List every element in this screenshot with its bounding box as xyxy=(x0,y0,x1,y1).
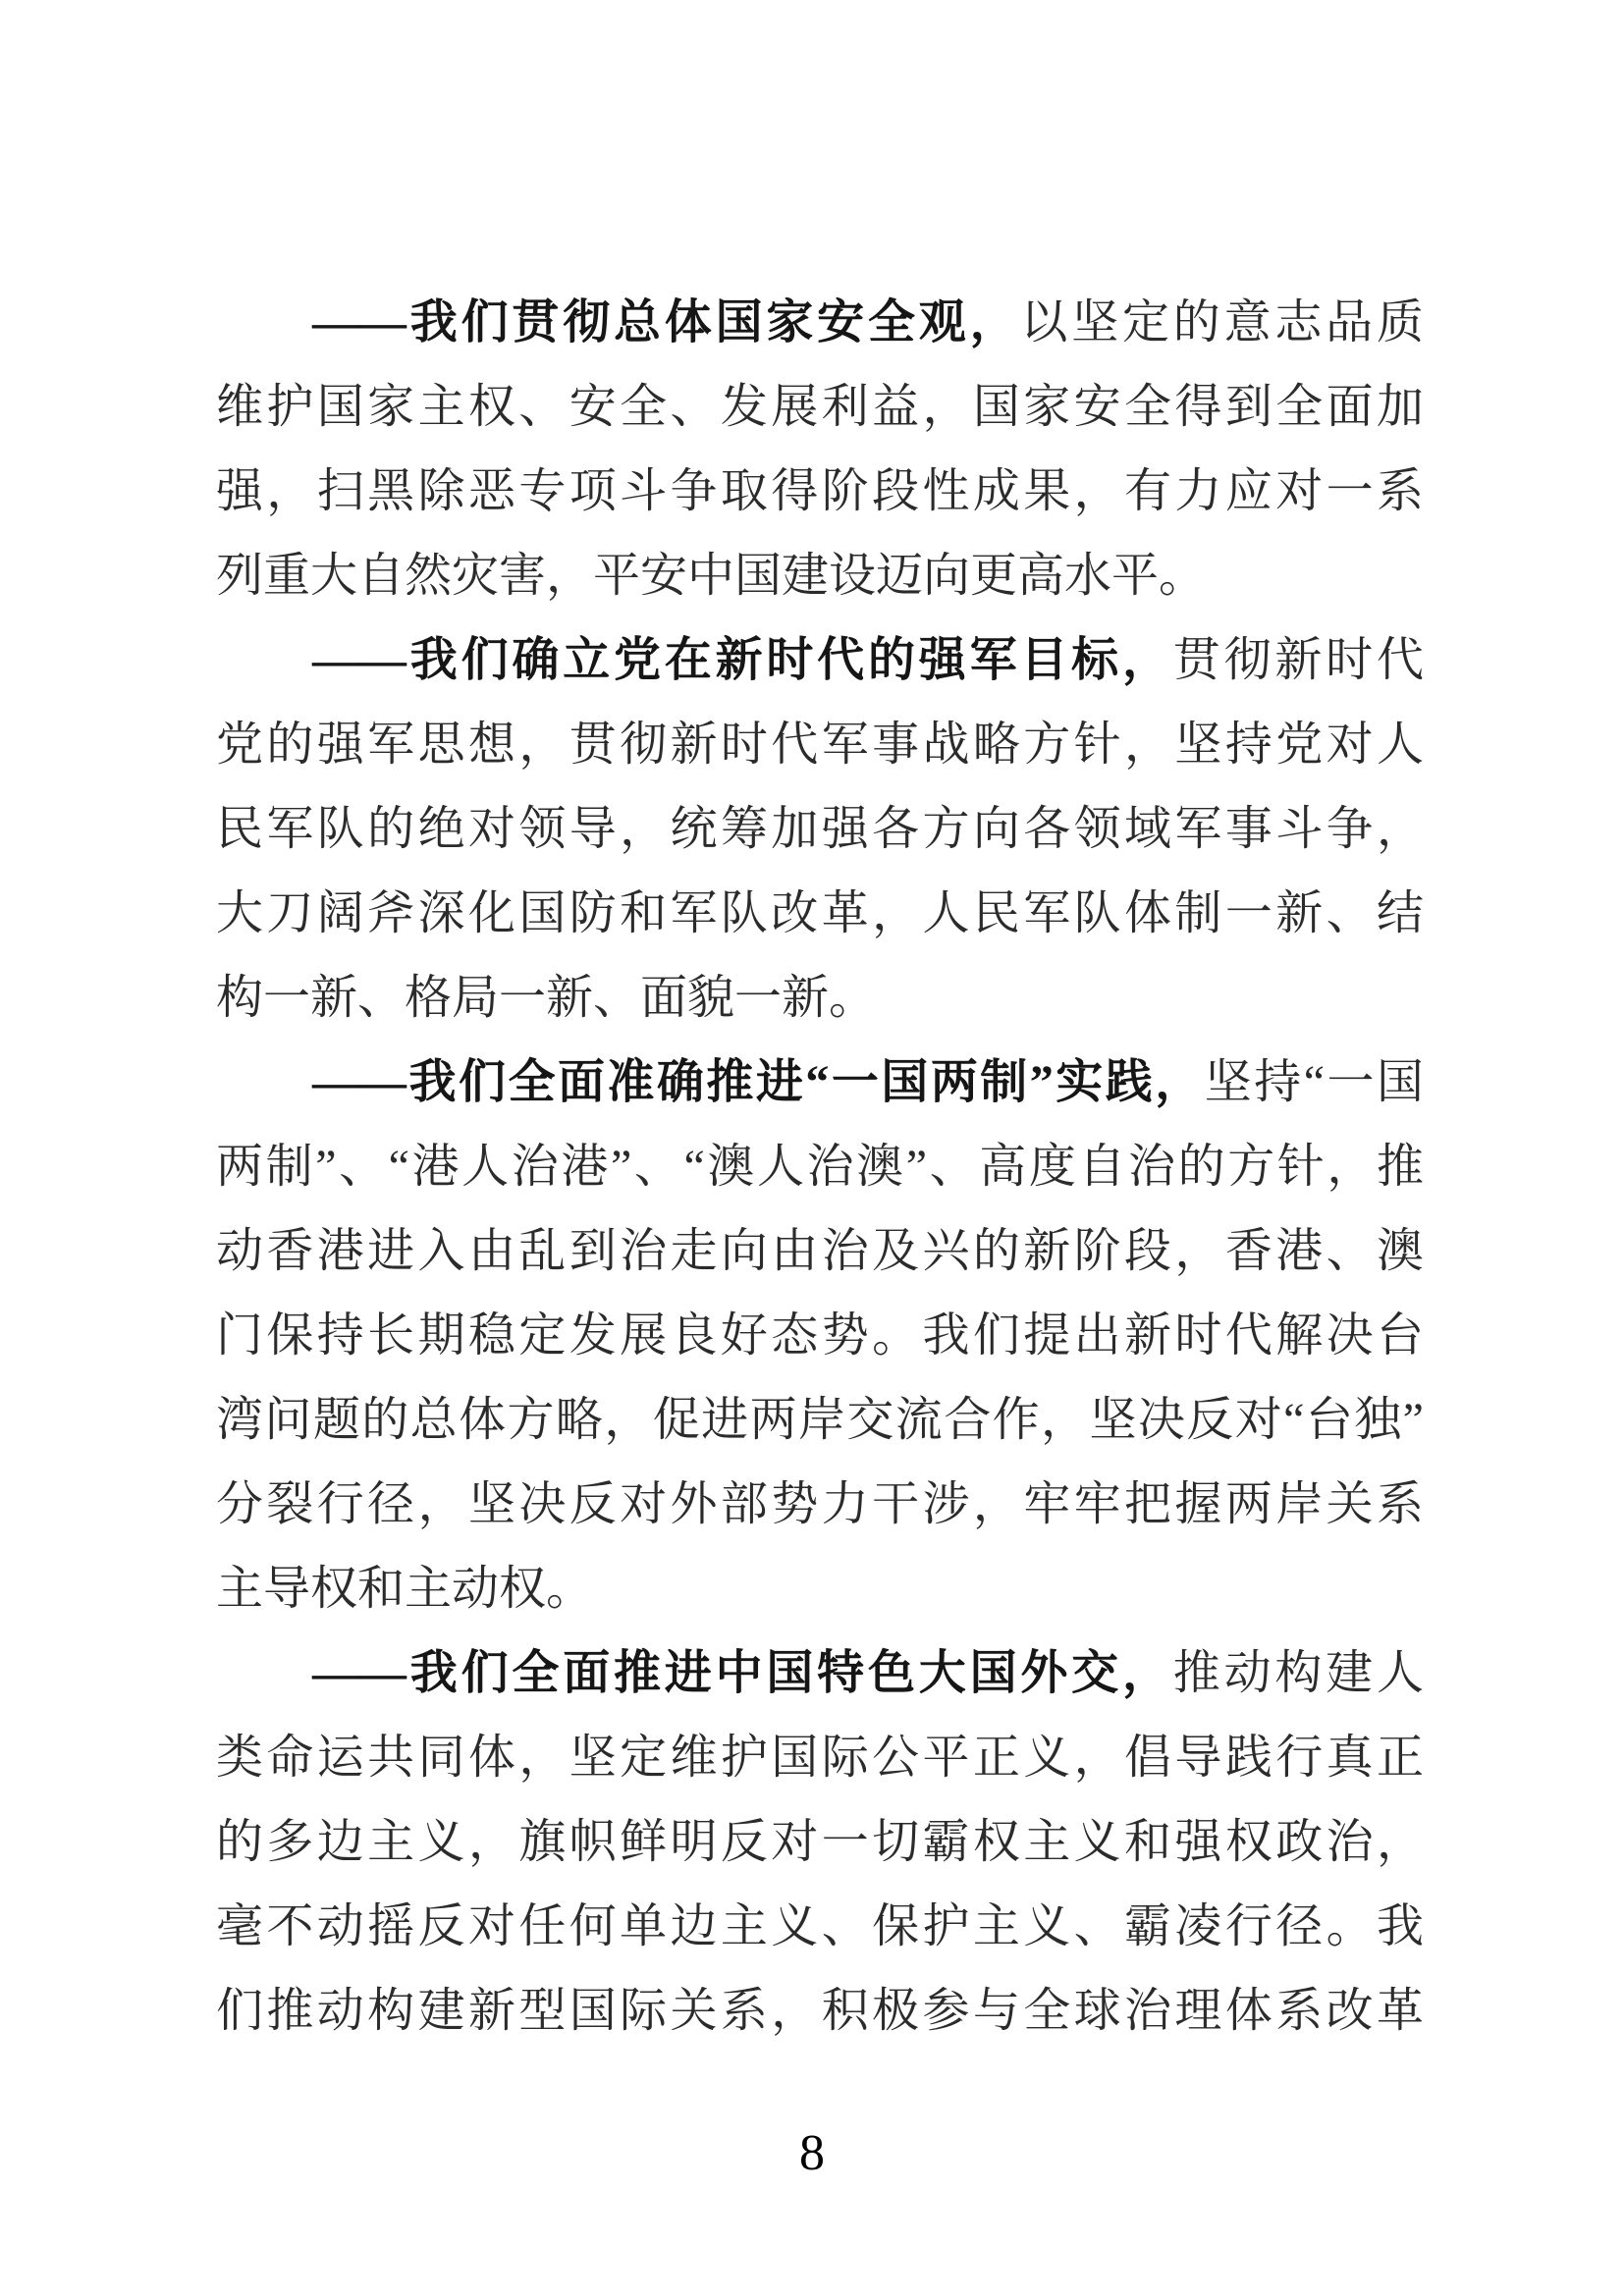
text-line xyxy=(216,787,1424,872)
line-text: 类命运共同体，坚定维护国际公平正义，倡导践行真正 xyxy=(216,1732,1424,1784)
text-line xyxy=(216,1041,1424,1125)
paragraph-lead: ——我们确立党在新时代的强军目标， xyxy=(312,634,1173,686)
line-text: 门保持长期稳定发展良好态势。我们提出新时代解决台 xyxy=(216,1309,1424,1362)
text-line xyxy=(216,365,1424,450)
text-line xyxy=(216,1800,1424,1885)
line-text: 推动构建人 xyxy=(1172,1647,1424,1699)
line-text: 维护国家主权、安全、发展利益，国家安全得到全面加 xyxy=(216,381,1424,433)
text-line xyxy=(216,618,1424,703)
line-text: 民军队的绝对领导，统筹加强各方向各领域军事斗争， xyxy=(216,803,1424,855)
line-text: 动香港进入由乱到治走向由治及兴的新阶段，香港、澳 xyxy=(216,1225,1424,1277)
line-text: 大刀阔斧深化国防和军队改革，人民军队体制一新、结 xyxy=(216,887,1424,939)
text-line xyxy=(216,450,1424,534)
text-line xyxy=(216,703,1424,787)
line-text: 两制”、“港人治港”、“澳人治澳”、高度自治的方针，推 xyxy=(216,1141,1424,1193)
paragraph-lead: ——我们全面推进中国特色大国外交， xyxy=(312,1647,1173,1699)
text-line xyxy=(216,281,1424,365)
line-text: 的多边主义，旗帜鲜明反对一切霸权主义和强权政治， xyxy=(216,1816,1424,1868)
line-text: 毫不动摇反对任何单边主义、保护主义、霸凌行径。我 xyxy=(216,1900,1424,1952)
paragraph-lead: ——我们贯彻总体国家安全观， xyxy=(312,296,1021,348)
line-text: 贯彻新时代 xyxy=(1172,634,1424,686)
text-line xyxy=(216,872,1424,956)
text-line xyxy=(216,956,1424,1041)
text-block xyxy=(216,281,1424,2054)
text-line xyxy=(216,1209,1424,1294)
line-text: 强，扫黑除恶专项斗争取得阶段性成果，有力应对一系 xyxy=(216,465,1424,517)
text-line xyxy=(216,1294,1424,1378)
text-line xyxy=(216,1547,1424,1631)
page-number: 8 xyxy=(799,2125,825,2181)
text-line xyxy=(216,1969,1424,2054)
line-text: 主导权和主动权。 xyxy=(216,1563,594,1615)
text-line xyxy=(216,1631,1424,1716)
line-text: 分裂行径，坚决反对外部势力干涉，牢牢把握两岸关系 xyxy=(216,1478,1424,1530)
line-text: 坚持“一国 xyxy=(1204,1056,1424,1108)
text-line xyxy=(216,1125,1424,1209)
line-text: 列重大自然灾害，平安中国建设迈向更高水平。 xyxy=(216,550,1207,602)
line-text: 们推动构建新型国际关系，积极参与全球治理体系改革 xyxy=(216,1985,1424,2037)
line-text: 以坚定的意志品质 xyxy=(1020,296,1424,348)
line-text: 湾问题的总体方略，促进两岸交流合作，坚决反对“台独” xyxy=(216,1394,1424,1446)
text-line xyxy=(216,1716,1424,1800)
text-line xyxy=(216,1463,1424,1547)
paragraph-lead: ——我们全面准确推进“一国两制”实践， xyxy=(312,1056,1205,1108)
text-line xyxy=(216,1378,1424,1463)
line-text: 构一新、格局一新、面貌一新。 xyxy=(216,972,877,1024)
text-line xyxy=(216,534,1424,618)
line-text: 党的强军思想，贯彻新时代军事战略方针，坚持党对人 xyxy=(216,719,1424,771)
text-line xyxy=(216,1885,1424,1969)
